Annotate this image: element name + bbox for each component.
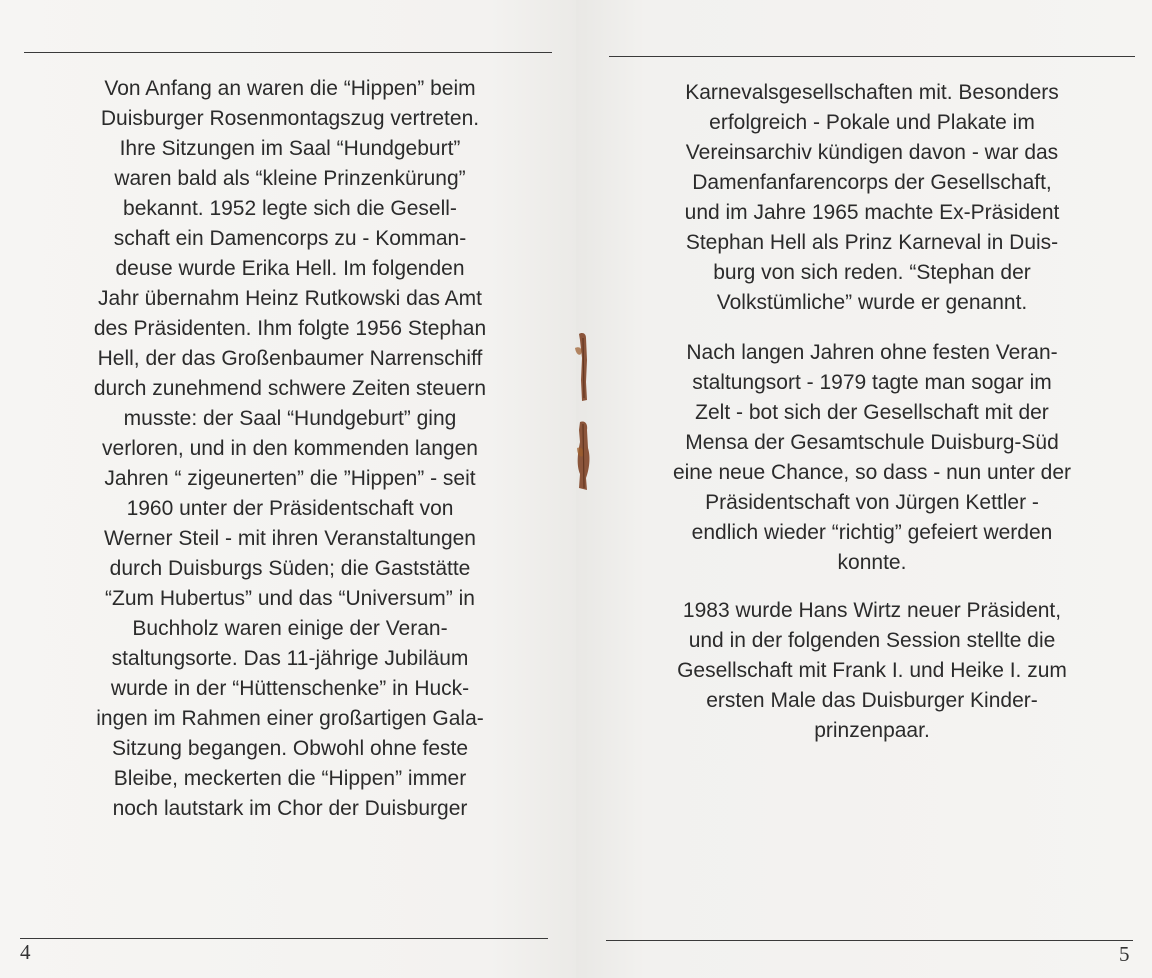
text-line: verloren, und in den kommenden langen — [102, 437, 478, 460]
text-line: Nach langen Jahren ohne festen Veran- — [686, 341, 1058, 364]
text-line: Von Anfang an waren die “Hippen” beim — [104, 77, 476, 100]
text-line: noch lautstark im Chor der Duisburger — [112, 797, 468, 820]
text-line: Stephan Hell als Prinz Karneval in Duis- — [685, 231, 1059, 254]
text-line: Duisburger Rosenmontagszug vertreten. — [100, 107, 480, 130]
text-line: Jahren “ zigeunerten” die ”Hippen” - seit — [104, 467, 476, 490]
text-line: waren bald als “kleine Prinzenkürung” — [114, 167, 466, 190]
text-line: Karnevalsgesellschaften mit. Besonders — [685, 81, 1059, 104]
text-line: ersten Male das Duisburger Kinder- — [706, 689, 1038, 712]
text-line: 1983 wurde Hans Wirtz neuer Präsident, — [682, 599, 1062, 622]
text-line: und in der folgenden Session stellte die — [688, 629, 1056, 652]
text-line: burg von sich reden. “Stephan der — [713, 261, 1031, 284]
text-line: endlich wieder “richtig” gefeiert werden — [691, 521, 1053, 544]
text-line: prinzenpaar. — [814, 719, 930, 742]
text-line: staltungsorte. Das 11-jährige Jubiläum — [111, 647, 469, 670]
text-line: Sitzung begangen. Obwohl ohne feste — [111, 737, 469, 760]
text-line: schaft ein Damencorps zu - Komman- — [113, 227, 467, 250]
staple-rust-mark-icon — [573, 330, 593, 404]
text-line: konnte. — [837, 551, 907, 574]
text-line: Mensa der Gesamtschule Duisburg-Süd — [685, 431, 1059, 454]
text-line: “Zum Hubertus” und das “Universum” in — [105, 587, 475, 610]
left-page-text — [46, 74, 534, 824]
text-line: durch Duisburgs Süden; die Gaststätte — [109, 557, 471, 580]
text-line: eine neue Chance, so dass - nun unter der — [672, 461, 1072, 484]
page-number-left: 4 — [20, 940, 31, 964]
page-number-right: 5 — [1119, 942, 1130, 966]
right-paragraph-2 — [622, 338, 1122, 578]
text-line: Ihre Sitzungen im Saal “Hundgeburt” — [119, 137, 461, 160]
staple-rust-mark-icon — [573, 418, 593, 492]
text-line: Buchholz waren einige der Veran- — [132, 617, 448, 640]
text-line: 1960 unter der Präsidentschaft von — [126, 497, 454, 520]
text-line: erfolgreich - Pokale und Plakate im — [709, 111, 1035, 134]
text-line: staltungsort - 1979 tagte man sogar im — [692, 371, 1052, 394]
text-line: des Präsidenten. Ihm folgte 1956 Stephan — [93, 317, 487, 340]
text-line: Präsidentschaft von Jürgen Kettler - — [705, 491, 1039, 514]
text-line: Vereinsarchiv kündigen davon - war das — [685, 141, 1059, 164]
text-line: ingen im Rahmen einer großartigen Gala- — [96, 707, 484, 730]
bottom-rule-left — [20, 938, 548, 939]
text-line: wurde in der “Hüttenschenke” in Huck- — [110, 677, 470, 700]
text-line: deuse wurde Erika Hell. Im folgenden — [115, 257, 465, 280]
right-paragraph-1 — [622, 78, 1122, 318]
right-paragraph-3 — [622, 596, 1122, 746]
text-line: Bleibe, meckerten die “Hippen” immer — [113, 767, 467, 790]
text-line: Jahr übernahm Heinz Rutkowski das Amt — [98, 287, 482, 310]
text-line: und im Jahre 1965 machte Ex-Präsident — [684, 201, 1060, 224]
text-line: Hell, der das Großenbaumer Narrenschiff — [97, 347, 483, 370]
text-line: durch zunehmend schwere Zeiten steuern — [93, 377, 487, 400]
top-rule-left — [24, 52, 552, 53]
bottom-rule-right — [606, 940, 1133, 941]
text-line: Damenfanfarencorps der Gesellschaft, — [692, 171, 1052, 194]
text-line: bekannt. 1952 legte sich die Gesell- — [123, 197, 457, 220]
text-line: Gesellschaft mit Frank I. und Heike I. zum — [677, 659, 1067, 682]
text-line: Zelt - bot sich der Gesellschaft mit der — [695, 401, 1049, 424]
text-line: musste: der Saal “Hundgeburt” ging — [123, 407, 457, 430]
text-line: Volkstümliche” wurde er genannt. — [716, 291, 1028, 314]
text-line: Werner Steil - mit ihren Veranstaltungen — [104, 527, 476, 550]
top-rule-right — [609, 56, 1135, 57]
